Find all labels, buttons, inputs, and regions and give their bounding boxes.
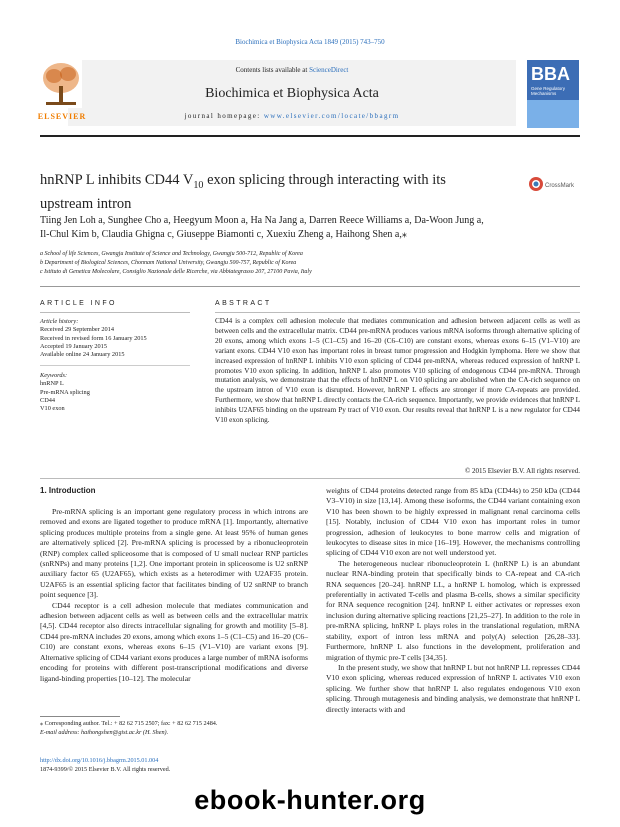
sciencedirect-link[interactable]: ScienceDirect [309, 66, 349, 74]
email-address[interactable]: E-mail address: haihongshen@gist.ac.kr (H. Shen). [40, 728, 169, 736]
journal-name: Biochimica et Biophysica Acta [205, 86, 379, 101]
doi-block [40, 757, 308, 774]
cover-title: BBA [531, 64, 570, 84]
author-list [40, 214, 580, 242]
abstract-heading: ABSTRACT [215, 300, 272, 307]
paragraph: CD44 receptor is a cell adhesion molecule that mediates communication and adhesion between adjacent cells as well as between cells and the extracellular matrix [4,5]. CD44 receptor also directs intracellular signaling for growth and motility [5–8]. CD44 pre-mRNA includes 20 exons, among which exons 1–5 (C1–C5) and 16–20 (C6–C10) are constant exons, whereas exons 6–15 (V1–V10) are variant exons [9]. Alternative splicing of CD44 variant exons produces a large number of mRNA isoforms encoding for proteins with different post-transcriptional modifications and diverse ligand-binding properties [10–12]. The molecular [40, 600, 308, 683]
history-accepted: Accepted 19 January 2015 [40, 342, 107, 350]
history-label: Article history: [40, 318, 79, 325]
authors-line-1: Tiing Jen Loh a, Sunghee Cho a, Heegyum Moon a, Ha Na Jang a, Darren Reece Williams a, Da-Woon Jung a, [40, 215, 484, 226]
cover-subtitle: Gene Regulatory Mechanisms [531, 86, 566, 96]
affiliations [40, 250, 580, 277]
paragraph: In the present study, we show that hnRNP L but not hnRNP LL represses CD44 V10 exon splicing, whereas reduced expression of hnRNP L activates V10 exon splicing. We further show that hnRNP L also regulates endogenous V10 exon splicing. Through mutagenesis and binding analysis, we demonstrate that hnRNP L directly interacts with and [326, 662, 580, 714]
journal-homepage [68, 112, 516, 120]
abstract-divider [215, 312, 580, 313]
keyword-item: CD44 [40, 396, 56, 404]
footnote-divider [40, 716, 120, 717]
paragraph: Pre-mRNA splicing is an important gene regulatory process in which introns are removed and exons are ligated together to produce mRNA [1]. Importantly, alternative splicing produces multiple proteins from a single gene. At least 95% of human genes are alternatively spliced [2]. Pre-mRNA splicing is processed by a ribonucleoprotein (RNP) complex called spliceosome that is composed of U small nuclear RNP particles (snRNPs) and many proteins [1,2]. One important protein in spliceosome is U2 snRNP auxiliary factor 65 (U2AF65), which exists as a heterodimer with U2AF35 protein. U2AF65 is an essential splicing factor that facilitates binding of U2 snRNP to branch point sequence [3]. [40, 507, 308, 600]
homepage-prefix: journal homepage: [184, 112, 264, 120]
crossmark-label: CrossMark [545, 183, 575, 189]
paragraph: weights of CD44 proteins detected range from 85 kDa (CD44s) to 250 kDa (CD44 V3–V10) in size [13,14]. Among these isoforms, the CD44 variant containing exon V10 has been shown to be highly expressed in malignant renal carcinoma cells [15]. Notably, inclusion of CD44 V10 exon has important roles in tumor progression, adhesion of leukocytes to bone marrow cells and migration of leukocytes to disease sites in mice [16–19]. However, the mechanisms controlling splicing of CD44 V10 exon are not well understood yet. [326, 486, 580, 558]
body-left-column [40, 507, 308, 684]
affiliations-divider [40, 286, 580, 287]
contents-line [68, 66, 516, 74]
affiliation-c: c Istituto di Genetica Molecolare, Consiglio Nazionale delle Ricerche, via Abbiategrasso 207, 27100 Pavia, Italy [40, 269, 312, 275]
paragraph: The heterogeneous nuclear ribonucleoprotein L (hnRNP L) is an abundant nuclear RNA-binding protein that specifically binds to CA-repeat and CA-rich RNA sequences [20–24]. hnRNP LL, a hnRNP L homolog, which is expressed preferentially in activated T-cells and plasma B-cells, shows a similar specificity for RNA sequence recognition [24]. hnRNP L either activates or represses exon inclusion during alternative splicing reactions [21,25–27]. In addition to the role in pre-mRNA splicing, hnRNP L plays roles in the translational regulation, mRNA stability, export of intron less mRNA and poly(A) selection [26,28–33]. Furthermore, hnRNP L also functions in the development, proliferation and migration of thymic pre-T cells [34,35]. [326, 558, 580, 662]
abstract-copyright: © 2015 Elsevier B.V. All rights reserved. [464, 467, 580, 475]
body-right-column [326, 486, 580, 715]
contents-prefix: Contents lists available at [235, 66, 310, 74]
article-info-divider [40, 312, 190, 313]
article-info-heading: ARTICLE INFO [40, 300, 117, 307]
elsevier-tree-icon [40, 60, 82, 108]
affiliation-b: b Department of Biological Sciences, Chonnam National University, Gwangju 500-757, Republic of Korea [40, 260, 297, 266]
doi-link[interactable]: http://dx.doi.org/10.1016/j.bbagrm.2015.01.004 [40, 757, 159, 764]
issn-line: 1874-9399/© 2015 Elsevier B.V. All rights reserved. [40, 765, 171, 773]
footnote [40, 720, 308, 737]
article-title: hnRNP L inhibits CD44 $V_{10}$ exon splicing through interacting with its upstream intron [40, 172, 446, 212]
header-divider [40, 135, 580, 137]
journal-cover-image[interactable] [527, 60, 579, 128]
keywords-divider [40, 365, 190, 366]
abstract-text: CD44 is a complex cell adhesion molecule that mediates communication and adhesion between adjacent cells as well as between cells and the extracellular matrix. CD44 pre-mRNA produces various mRNA isoforms through alternative splicing of 20 exons, among which exons 1–5 (C1–C5) and 16–20 (C6–C10) are constant exons, whereas exons 6–15 (V1–V10) are variant exons. CD44 V10 exon has important roles in breast tumor progression and Hodgkin lymphoma. Here we show that increased expression of hnRNP L inhibits V10 exon splicing of CD44 pre-mRNA, whereas reduced expression of hnRNP L promotes V10 exon splicing. In addition, hnRNP L also promotes V10 splicing of endogenous CD44 pre-mRNA. Through mutation analysis, we demonstrate that the effects of hnRNP L on V10 splicing are abolished when the CA-rich sequence on the upstream intron of V10 exon is disrupted. However, hnRNP L effects are stronger if more CA-repeats are provided. Furthermore, we show that hnRNP L directly contacts the CA-rich sequence. Importantly, we provide evidences that hnRNP L inhibits U2AF65 binding on the upstream Py tract of V10 exon. Our results reveal that hnRNP L is a new regulator for CD44 V10 exon splicing. [215, 317, 580, 425]
history-received: Received 29 September 2014 [40, 326, 114, 334]
crossmark-icon[interactable] [528, 175, 580, 193]
publisher-logo-text: ELSEVIER [37, 112, 87, 121]
homepage-link[interactable]: www.elsevier.com/locate/bbagrm [263, 112, 400, 120]
running-header[interactable]: Biochimica et Biophysica Acta 1849 (2015) 743–750 [235, 38, 385, 46]
abstract-bottom-divider [40, 478, 580, 479]
history-online: Available online 24 January 2015 [40, 351, 125, 359]
keywords [40, 372, 190, 413]
keywords-label: Keywords: [40, 372, 68, 379]
keyword-item: hnRNP L [40, 380, 64, 388]
section-heading: 1. Introduction [40, 486, 96, 495]
history-revised: Received in revised form 16 January 2015 [40, 334, 147, 342]
affiliation-a: a School of life Sciences, Gwangju Institute of Science and Technology, Gwangju 500-712, Republic of Korea [40, 251, 303, 257]
keyword-item: Pre-mRNA splicing [40, 388, 90, 396]
watermark-text: ebook-hunter.org [194, 785, 426, 815]
authors-line-2: Il-Chul Kim b, Claudia Ghigna c, Giuseppe Biamonti c, Xuexiu Zheng a, Haihong Shen a,⁎ [40, 229, 407, 240]
cover-artwork [527, 100, 579, 128]
article-history [40, 318, 190, 359]
corresponding-author: ⁎ Corresponding author. Tel.: + 82 62 715 2507; fax: + 82 62 715 2484. [40, 720, 218, 727]
keyword-item: V10 exon [40, 405, 65, 413]
